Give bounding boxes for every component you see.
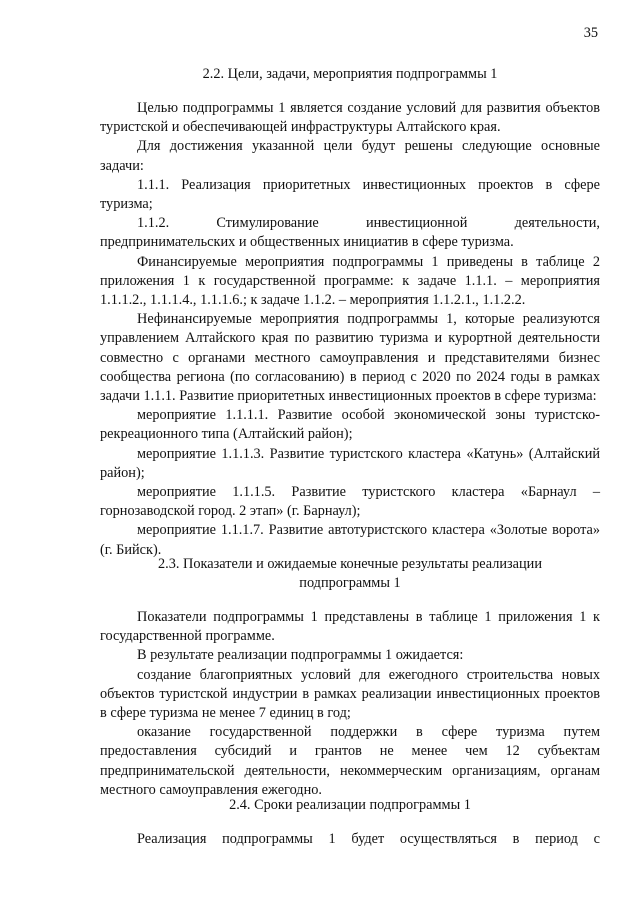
implementation-period-paragraph: Реализация подпрограммы 1 будет осуществляться в период с	[137, 831, 600, 847]
activity-1-1-1-5: мероприятие 1.1.1.5. Развитие туристского кластера «Барнаул – горнозаводской город. 2 этап» (г. Барнаул);	[100, 484, 600, 520]
section-2-3-heading	[100, 555, 600, 593]
page-number: 35	[583, 25, 598, 41]
expected-results-intro: В результате реализации подпрограммы 1 ожидается:	[137, 647, 464, 664]
activity-1-1-1-1: мероприятие 1.1.1.1. Развитие особой экономической зоны туристско-рекреационного типа (Алтайский район);	[100, 407, 600, 443]
section-2-3-body	[100, 608, 600, 800]
section-2-2-heading: 2.2. Цели, задачи, мероприятия подпрограммы 1	[202, 66, 498, 82]
result-state-support: оказание государственной поддержки в сфере туризма путем предоставления субсидий и грантов не менее чем 12 субъектам предпринимательской деятельности, некоммерческим организациям, органам местного самоуправления ежегодно.	[100, 724, 600, 798]
activity-1-1-1-3: мероприятие 1.1.1.3. Развитие туристского кластера «Катунь» (Алтайский район);	[100, 445, 600, 481]
goal-paragraph: Целью подпрограммы 1 является создание условий для развития объектов туристской и обеспечивающей инфраструктуры Алтайского края.	[100, 100, 600, 136]
section-2-2-body	[100, 99, 600, 560]
result-construction: создание благоприятных условий для ежегодного строительства новых объектов туристской индустрии в рамках реализации инвестиционных проектов в сфере туризма не менее 7 единиц в год;	[100, 666, 600, 722]
section-2-3-heading-line-2: подпрограммы 1	[299, 575, 401, 592]
indicators-paragraph: Показатели подпрограммы 1 представлены в таблице 1 приложения 1 к государственной программе.	[100, 609, 600, 645]
activity-1-1-1-7: мероприятие 1.1.1.7. Развитие автотуристского кластера «Золотые ворота» (г. Бийск).	[100, 522, 600, 558]
tasks-intro-paragraph: Для достижения указанной цели будут решены следующие основные задачи:	[100, 138, 600, 174]
section-2-4-heading: 2.4. Сроки реализации подпрограммы 1	[229, 797, 471, 813]
task-1-1-1: 1.1.1. Реализация приоритетных инвестиционных проектов в сфере туризма;	[100, 176, 600, 213]
non-financed-activities-paragraph: Нефинансируемые мероприятия подпрограммы 1, которые реализуются управлением Алтайского края по развитию туризма и курортной деятельности совместно с органами местного самоуправления и представителями бизнес сообщества региона (по согласованию) в период с 2020 по 2024 годы в рамках задачи 1.1.1. Развитие приоритетных инвестиционных проектов в сфере туризма:	[100, 311, 600, 405]
section-2-4-body	[100, 830, 600, 849]
financed-activities-paragraph: Финансируемые мероприятия подпрограммы 1 приведены в таблице 2 приложения 1 к государственной программе: к задаче 1.1.1. – мероприятия 1.1.1.2., 1.1.1.4., 1.1.1.6.; к задаче 1.1.2. – мероприятия 1.1.2.1., 1.1.2.2.	[100, 253, 600, 309]
section-2-3-heading-line-1: 2.3. Показатели и ожидаемые конечные результаты реализации	[158, 556, 542, 572]
task-1-1-2: 1.1.2. Стимулирование инвестиционной деятельности, предпринимательских и общественных инициатив в сфере туризма.	[100, 215, 600, 251]
